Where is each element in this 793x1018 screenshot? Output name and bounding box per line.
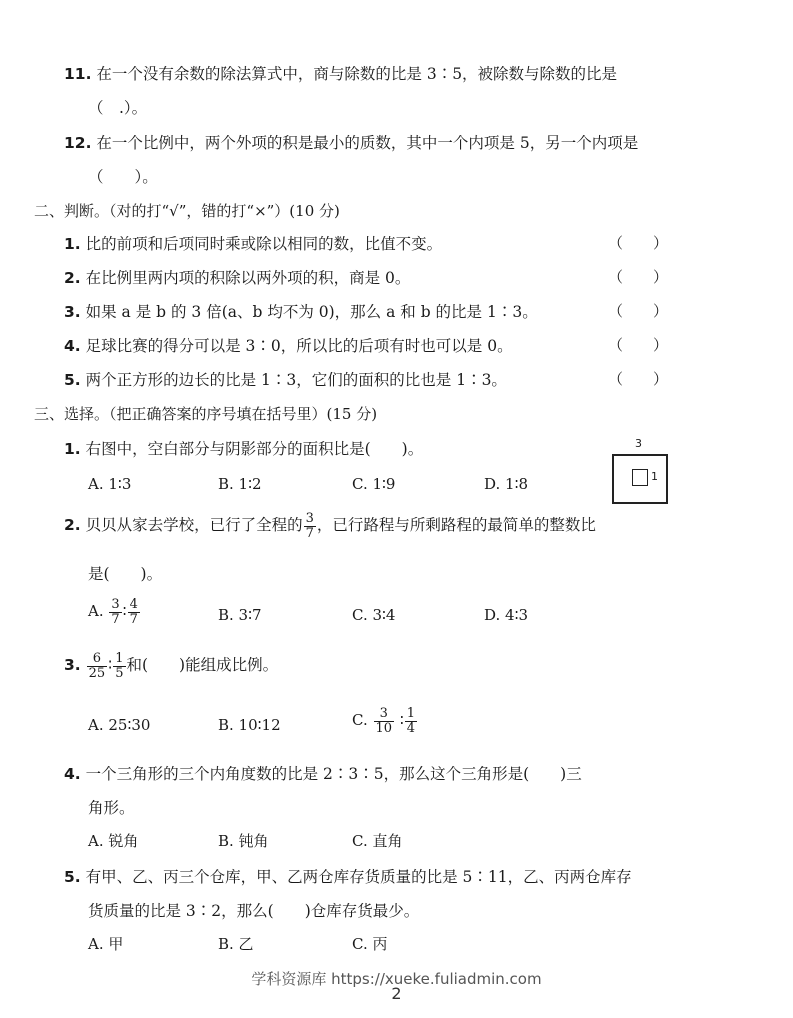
section-title-judge: 二、判断。（对的打“√”，错的打“×”）(10 分) — [34, 202, 340, 220]
judge-answer-paren[interactable]: （ ） — [608, 234, 669, 252]
judge-item: 1. 比的前项和后项同时乘或除以相同的数，比值不变。 — [64, 235, 443, 253]
question-text: 在一个没有余数的除法算式中，商与除数的比是 3∶5，被除数与除数的比是 — [96, 65, 618, 83]
page-number: 2 — [391, 984, 402, 1003]
question-11 — [64, 62, 617, 84]
choice-question-4: 4. 一个三角形的三个内角度数的比是 2∶3∶5，那么这个三角形是( )三 — [64, 765, 582, 783]
judge-item: 3. 如果 a 是 b 的 3 倍(a、b 均不为 0)，那么 a 和 b 的比是 1∶3。 — [64, 303, 538, 321]
choice-question-1: 1. 右图中，空白部分与阴影部分的面积比是( )。 — [64, 440, 424, 458]
option-a[interactable]: A. $\frac{3}{7}$ ∶ $\frac{4}{7}$ — [88, 597, 138, 627]
judge-answer-paren[interactable]: （ ） — [608, 336, 669, 354]
judge-item: 5. 两个正方形的边长的比是 1∶3，它们的面积的比也是 1∶3。 — [64, 371, 507, 389]
option-c[interactable]: C. 直角 — [352, 832, 403, 850]
figure-label-side: 1 — [651, 470, 658, 483]
question-number: 12. — [64, 134, 92, 152]
option-a[interactable]: A. 锐角 — [88, 832, 139, 850]
question-text-continued: 货质量的比是 3∶2，那么( )仓库存货最少。 — [88, 902, 420, 920]
question-number: 11. — [64, 65, 92, 83]
option-b[interactable]: B. 钝角 — [218, 832, 269, 850]
option-c[interactable]: C. 3∶4 — [352, 606, 396, 624]
square-figure-inner — [632, 469, 648, 486]
figure-label-top: 3 — [635, 437, 642, 450]
question-text-continued: 角形。 — [88, 799, 135, 817]
question-text: 在一个比例中，两个外项的积是最小的质数，其中一个内项是 5，另一个内项是 — [96, 134, 639, 152]
answer-blank[interactable]: （ .）。 — [88, 99, 148, 117]
option-b[interactable]: B. 3∶7 — [218, 606, 262, 624]
answer-blank[interactable]: （ ）。 — [88, 168, 158, 186]
option-a[interactable]: A. 1∶3 — [88, 475, 132, 493]
judge-answer-paren[interactable]: （ ） — [608, 302, 669, 320]
judge-answer-paren[interactable]: （ ） — [608, 370, 669, 388]
option-d[interactable]: D. 1∶8 — [484, 475, 529, 493]
question-text-continued: 是( )。 — [88, 565, 163, 583]
choice-question-2: 2. 贝贝从家去学校，已行了全程的 $\frac{3}{7}$ ，已行路程与所剩路程的最简单的整数比 — [64, 511, 596, 541]
footer-watermark: 学科资源库 https://xueke.fuliadmin.com — [251, 970, 542, 988]
option-d[interactable]: D. 4∶3 — [484, 606, 529, 624]
option-b[interactable]: B. 10∶12 — [218, 716, 281, 734]
option-b[interactable]: B. 乙 — [218, 935, 254, 953]
option-a[interactable]: A. 甲 — [88, 935, 124, 953]
fraction: $\frac{3}{7}$ — [305, 511, 314, 541]
judge-item: 4. 足球比赛的得分可以是 3∶0，所以比的后项有时也可以是 0。 — [64, 337, 513, 355]
section-title-choice: 三、选择。（把正确答案的序号填在括号里）(15 分) — [34, 405, 378, 423]
option-c[interactable]: C. 1∶9 — [352, 475, 396, 493]
choice-question-5: 5. 有甲、乙、丙三个仓库，甲、乙两仓库存货质量的比是 5∶11，乙、丙两仓库存 — [64, 868, 632, 886]
judge-answer-paren[interactable]: （ ） — [608, 268, 669, 286]
judge-item: 2. 在比例里两内项的积除以两外项的积，商是 0。 — [64, 269, 411, 287]
option-b[interactable]: B. 1∶2 — [218, 475, 262, 493]
option-c[interactable]: C. 丙 — [352, 935, 388, 953]
question-12 — [64, 131, 638, 153]
option-a[interactable]: A. 25∶30 — [88, 716, 151, 734]
choice-question-3: 3. $\frac{6}{25}$ ∶ $\frac{1}{5}$ 和( )能组成比例。 — [64, 651, 279, 681]
option-c[interactable]: C. $\frac{3}{10}$ ∶ $\frac{1}{4}$ — [352, 706, 416, 736]
